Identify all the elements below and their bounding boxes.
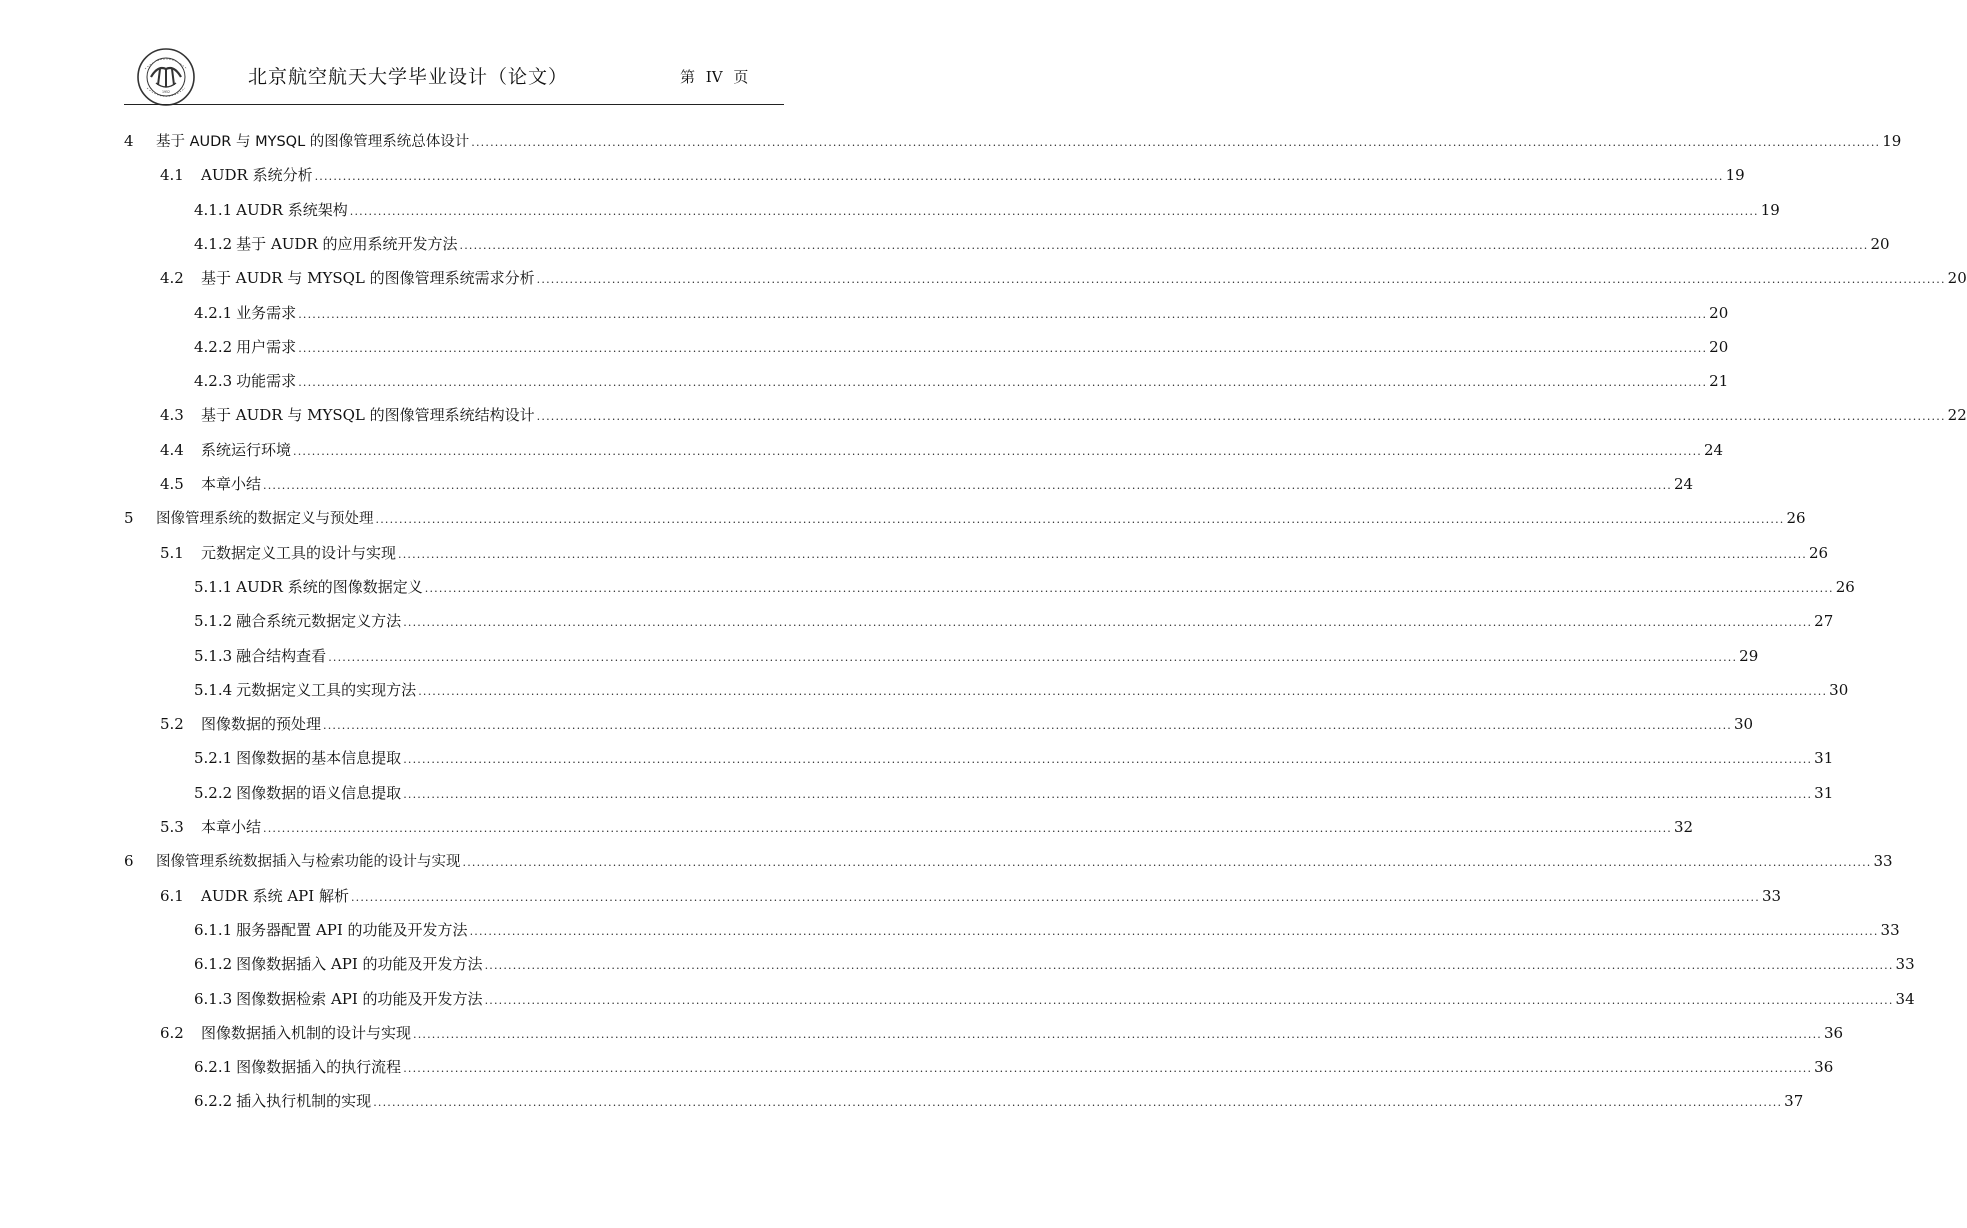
toc-entry-page: 34 xyxy=(1895,989,1915,1008)
toc-leader-dots: ............................................................................................................................................................................................................................................................................................................ xyxy=(323,719,1732,733)
svg-text:1952: 1952 xyxy=(161,90,171,94)
toc-entry[interactable] xyxy=(160,884,1782,908)
toc-entry[interactable] xyxy=(160,266,1967,290)
toc-entry[interactable] xyxy=(194,1055,1834,1079)
toc-leader-dots: ............................................................................................................................................................................................................................................................................................................ xyxy=(471,136,1881,149)
toc-entry-page: 20 xyxy=(1709,337,1729,356)
toc-entry[interactable] xyxy=(160,438,1724,462)
toc-entry[interactable] xyxy=(160,472,1694,496)
toc-entry[interactable] xyxy=(194,335,1729,359)
toc-entry-title: AUDR 系统 API 解析 xyxy=(201,886,349,905)
toc-leader-dots: ............................................................................................................................................................................................................................................................................................................ xyxy=(469,924,1879,938)
toc-entry[interactable] xyxy=(160,712,1754,736)
toc-entry[interactable] xyxy=(194,781,1834,805)
toc-leader-dots: ............................................................................................................................................................................................................................................................................................................ xyxy=(373,1096,1783,1110)
toc-entry-page: 36 xyxy=(1824,1023,1844,1042)
toc-entry-page: 24 xyxy=(1704,440,1724,459)
toc-leader-dots: ............................................................................................................................................................................................................................................................................................................ xyxy=(403,753,1813,767)
toc-entry-number: 5.2.1 xyxy=(194,749,233,768)
toc-entry[interactable] xyxy=(194,644,1759,668)
toc-entry-number: 5.1.4 xyxy=(194,680,233,699)
toc-entry-number: 4.1.1 xyxy=(194,200,233,219)
toc-entry-title: 融合系统元数据定义方法 xyxy=(236,612,402,631)
toc-entry[interactable] xyxy=(160,541,1829,565)
toc-entry[interactable] xyxy=(124,849,1893,873)
toc-entry-number: 6.2 xyxy=(160,1023,184,1042)
university-seal-icon xyxy=(136,47,196,107)
toc-entry-title: 图像数据插入机制的设计与实现 xyxy=(201,1023,412,1042)
toc-entry-page: 21 xyxy=(1709,372,1729,391)
toc-entry-page: 30 xyxy=(1829,680,1849,699)
toc-entry-title: 插入执行机制的实现 xyxy=(236,1092,372,1111)
toc-entry-page: 33 xyxy=(1895,955,1915,974)
toc-entry[interactable] xyxy=(194,746,1834,770)
toc-leader-dots: ............................................................................................................................................................................................................................................................................................................ xyxy=(413,1027,1822,1041)
toc-entry[interactable] xyxy=(194,987,1915,1011)
toc-leader-dots: ............................................................................................................................................................................................................................................................................................................ xyxy=(484,959,1894,973)
toc-entry-title: 本章小结 xyxy=(201,818,262,836)
toc-entry-title: 元数据定义工具的设计与实现 xyxy=(201,543,397,562)
page-header xyxy=(0,0,869,110)
toc-entry-page: 31 xyxy=(1814,783,1834,802)
toc-entry-number: 4.4 xyxy=(160,440,184,459)
toc-leader-dots: ............................................................................................................................................................................................................................................................................................................ xyxy=(298,376,1708,390)
toc-entry[interactable] xyxy=(160,1021,1844,1045)
toc-entry-title: 图像数据插入的执行流程 xyxy=(236,1058,402,1077)
header-divider xyxy=(124,104,784,105)
toc-entry-page: 33 xyxy=(1873,852,1893,871)
toc-entry-number: 6.2.1 xyxy=(194,1058,233,1077)
toc-entry-number: 4.3 xyxy=(160,406,184,425)
toc-entry-title: 图像数据的语义信息提取 xyxy=(236,783,402,802)
toc-entry[interactable] xyxy=(194,301,1729,325)
toc-entry-number: 5.3 xyxy=(160,818,184,836)
toc-entry-page: 19 xyxy=(1725,166,1745,185)
page-number: IV xyxy=(705,68,723,86)
toc-entry-title: 基于 AUDR 与 MYSQL 的图像管理系统结构设计 xyxy=(201,406,535,425)
toc-entry[interactable] xyxy=(124,506,1806,530)
toc-entry-title: 图像数据的预处理 xyxy=(201,715,322,734)
toc-leader-dots: ............................................................................................................................................................................................................................................................................................................ xyxy=(403,1062,1813,1076)
toc-entry[interactable] xyxy=(194,198,1780,222)
toc-entry-number: 4.1.2 xyxy=(194,234,233,253)
toc-leader-dots: ............................................................................................................................................................................................................................................................................................................ xyxy=(375,513,1785,527)
toc-entry-page: 37 xyxy=(1784,1092,1804,1111)
toc-entry-title: 系统运行环境 xyxy=(201,440,292,459)
toc-entry-number: 4.2.3 xyxy=(194,372,233,391)
toc-entry-number: 6.1.2 xyxy=(194,955,233,974)
toc-entry-number: 5.1.2 xyxy=(194,612,233,631)
toc-leader-dots: ............................................................................................................................................................................................................................................................................................................ xyxy=(484,993,1894,1007)
toc-entry-page: 27 xyxy=(1814,612,1834,631)
toc-entry-title: 融合结构查看 xyxy=(236,646,327,665)
toc-leader-dots: ............................................................................................................................................................................................................................................................................................................ xyxy=(350,890,1760,904)
toc-leader-dots: ............................................................................................................................................................................................................................................................................................................ xyxy=(536,273,1946,287)
toc-entry[interactable] xyxy=(194,609,1834,633)
toc-leader-dots: ............................................................................................................................................................................................................................................................................................................ xyxy=(263,479,1672,492)
toc-entry-number: 6.1.1 xyxy=(194,920,233,939)
toc-entry-number: 4.1 xyxy=(160,166,184,185)
toc-entry-number: 4 xyxy=(124,132,134,150)
toc-entry-title: AUDR 系统架构 xyxy=(236,200,348,219)
toc-entry-title: 图像管理系统的数据定义与预处理 xyxy=(156,511,374,528)
toc-entry-title: 本章小结 xyxy=(201,475,262,493)
toc-entry[interactable] xyxy=(194,369,1729,393)
toc-entry-number: 4.5 xyxy=(160,475,184,493)
toc-leader-dots: ............................................................................................................................................................................................................................................................................................................ xyxy=(349,204,1759,218)
toc-leader-dots: ............................................................................................................................................................................................................................................................................................................ xyxy=(398,547,1807,561)
page-prefix: 第 xyxy=(680,68,696,86)
toc-entry-number: 5.2.2 xyxy=(194,783,233,802)
toc-entry-title: 业务需求 xyxy=(236,303,297,322)
toc-entry-page: 20 xyxy=(1947,269,1967,288)
toc-leader-dots: ............................................................................................................................................................................................................................................................................................................ xyxy=(293,444,1702,458)
toc-entry[interactable] xyxy=(194,1089,1804,1113)
toc-entry-title: 基于 AUDR 与 MYSQL 的图像管理系统总体设计 xyxy=(156,134,470,150)
toc-leader-dots: ............................................................................................................................................................................................................................................................................................................ xyxy=(403,616,1813,630)
toc-entry-page: 33 xyxy=(1761,886,1782,905)
toc-entry-title: 服务器配置 API 的功能及开发方法 xyxy=(236,920,468,939)
toc-entry[interactable] xyxy=(160,403,1967,427)
toc-leader-dots: ............................................................................................................................................................................................................................................................................................................ xyxy=(403,787,1813,801)
toc-entry-number: 5.1 xyxy=(160,543,184,562)
toc-leader-dots: ............................................................................................................................................................................................................................................................................................................ xyxy=(459,238,1869,252)
toc-entry-page: 26 xyxy=(1835,577,1855,596)
toc-entry-title: 基于 AUDR 与 MYSQL 的图像管理系统需求分析 xyxy=(201,269,535,288)
toc-entry-page: 26 xyxy=(1786,509,1806,528)
toc-entry-number: 4.2.2 xyxy=(194,337,233,356)
toc-entry-page: 24 xyxy=(1674,475,1694,493)
toc-entry-number: 4.2 xyxy=(160,269,184,288)
toc-entry-page: 20 xyxy=(1870,234,1890,253)
toc-entry[interactable] xyxy=(124,129,1902,153)
toc-leader-dots: ............................................................................................................................................................................................................................................................................................................ xyxy=(328,650,1738,664)
toc-entry-page: 32 xyxy=(1674,818,1694,836)
toc-leader-dots: ............................................................................................................................................................................................................................................................................................................ xyxy=(263,822,1672,835)
toc-entry-page: 29 xyxy=(1739,646,1759,665)
toc-leader-dots: ............................................................................................................................................................................................................................................................................................................ xyxy=(424,581,1834,595)
toc-entry[interactable] xyxy=(194,678,1849,702)
toc-entry-page: 31 xyxy=(1814,749,1834,768)
document-title: 北京航空航天大学毕业设计（论文） xyxy=(248,66,569,88)
toc-entry-title: AUDR 系统分析 xyxy=(201,166,313,185)
page-indicator xyxy=(680,66,754,87)
toc-entry-title: 图像数据插入 API 的功能及开发方法 xyxy=(236,955,483,974)
toc-entry[interactable] xyxy=(194,575,1855,599)
toc-entry-title: 元数据定义工具的实现方法 xyxy=(236,680,417,699)
toc-entry-page: 19 xyxy=(1760,200,1780,219)
toc-leader-dots: ............................................................................................................................................................................................................................................................................................................ xyxy=(298,341,1708,355)
toc-leader-dots: ............................................................................................................................................................................................................................................................................................................ xyxy=(462,856,1872,870)
toc-leader-dots: ............................................................................................................................................................................................................................................................................................................ xyxy=(418,684,1828,698)
toc-leader-dots: ............................................................................................................................................................................................................................................................................................................ xyxy=(536,410,1946,424)
toc-entry-title: 图像数据检索 API 的功能及开发方法 xyxy=(236,989,483,1008)
toc-entry-number: 5.1.3 xyxy=(194,646,233,665)
toc-leader-dots: ............................................................................................................................................................................................................................................................................................................ xyxy=(314,170,1724,184)
toc-entry[interactable] xyxy=(194,918,1900,942)
toc-entry-number: 6.1 xyxy=(160,886,184,905)
toc-entry-number: 6.2.2 xyxy=(194,1092,233,1111)
toc-entry-number: 5.2 xyxy=(160,715,184,734)
toc-entry-number: 6 xyxy=(124,852,134,871)
toc-entry-page: 26 xyxy=(1809,543,1829,562)
toc-entry-title: 图像数据的基本信息提取 xyxy=(236,749,402,768)
toc-entry-number: 6.1.3 xyxy=(194,989,233,1008)
toc-entry[interactable] xyxy=(194,232,1890,256)
toc-entry-number: 5 xyxy=(124,509,134,528)
toc-entry[interactable] xyxy=(160,815,1694,839)
toc-entry-page: 22 xyxy=(1947,406,1967,425)
toc-entry-page: 30 xyxy=(1734,715,1754,734)
toc-entry-title: 功能需求 xyxy=(236,372,297,391)
toc-entry[interactable] xyxy=(160,163,1745,187)
toc-entry-number: 5.1.1 xyxy=(194,577,233,596)
toc-entry[interactable] xyxy=(194,952,1915,976)
page-suffix: 页 xyxy=(733,68,749,86)
toc-entry-title: 用户需求 xyxy=(236,337,297,356)
toc-entry-page: 36 xyxy=(1814,1058,1834,1077)
toc-leader-dots: ............................................................................................................................................................................................................................................................................................................ xyxy=(298,307,1708,321)
toc-entry-title: AUDR 系统的图像数据定义 xyxy=(236,577,423,596)
toc-entry-page: 33 xyxy=(1880,920,1900,939)
toc-entry-title: 基于 AUDR 的应用系统开发方法 xyxy=(236,234,458,253)
toc-entry-page: 20 xyxy=(1709,303,1729,322)
toc-entry-page: 19 xyxy=(1882,132,1902,150)
toc-entry-number: 4.2.1 xyxy=(194,303,233,322)
toc-entry-title: 图像管理系统数据插入与检索功能的设计与实现 xyxy=(156,854,461,871)
